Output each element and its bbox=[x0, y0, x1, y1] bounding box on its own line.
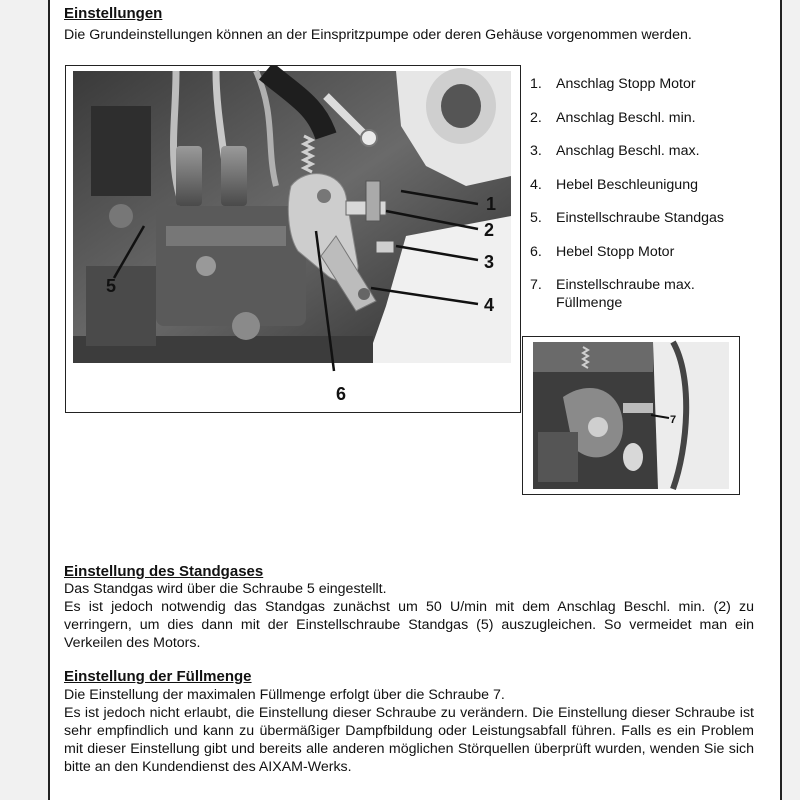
callout-6: 6 bbox=[336, 384, 347, 404]
document-page bbox=[50, 0, 780, 800]
fill-quantity-line1: Die Einstellung der maximalen Füllmenge erfolgt über die Schraube 7. bbox=[64, 687, 505, 703]
callout-4: 4 bbox=[484, 295, 495, 315]
detail-photo bbox=[522, 336, 740, 495]
callout-1: 1 bbox=[486, 194, 497, 214]
page-right-margin bbox=[780, 0, 800, 800]
idle-speed-line2: Es ist jedoch notwendig das Standgas zunächst um 50 U/min mit dem Anschlag Beschl. min. (2) zu verringern, um dies dann mit der Einstellschraube Standgas (5) auszugleichen. So vermeidet man ein Verkeilen des Motors. bbox=[64, 599, 754, 651]
legend-item: 2. Anschlag Beschl. min. bbox=[530, 109, 696, 126]
legend-item: 4. Hebel Beschleunigung bbox=[530, 176, 698, 193]
engine-photo-illustration bbox=[66, 66, 520, 412]
heading-settings: Einstellungen bbox=[64, 5, 163, 22]
legend-item: 3. Anschlag Beschl. max. bbox=[530, 143, 700, 159]
heading-fill-quantity: Einstellung der Füllmenge bbox=[64, 668, 252, 685]
parts-legend bbox=[530, 75, 770, 328]
callout-3: 3 bbox=[484, 252, 495, 272]
callout-2: 2 bbox=[484, 220, 495, 240]
callout-7: 7 bbox=[670, 414, 677, 426]
legend-item: 6. Hebel Stopp Motor bbox=[530, 243, 675, 260]
legend-item: 1. Anschlag Stopp Motor bbox=[530, 76, 696, 92]
detail-photo-illustration bbox=[523, 337, 739, 494]
heading-idle-speed: Einstellung des Standgases bbox=[64, 563, 264, 580]
legend-item: 7. Einstellschraube max. Füllmenge bbox=[530, 277, 695, 311]
fill-quantity-line2: Es ist jedoch nicht erlaubt, die Einstellung dieser Schraube zu verändern. Die Einstellung dieser Schraube ist sehr empfindlich und kann zu übermäßiger Dampfbildung oder Leistungsabfall führen. Falls es ein Problem mit dieser Einstellung gibt und bereits alle anderen möglichen Störquellen überprüft wurden, wenden Sie sich bitte an den Kundendienst des AIXAM-Werks. bbox=[64, 705, 754, 775]
engine-photo bbox=[65, 65, 521, 413]
intro-text: Die Grundeinstellungen können an der Einspritzpumpe oder deren Gehäuse vorgenommen werden. bbox=[64, 27, 692, 43]
callout-5: 5 bbox=[106, 276, 117, 296]
page-left-margin bbox=[0, 0, 50, 800]
legend-item: 5. Einstellschraube Standgas bbox=[530, 210, 724, 226]
idle-speed-line1: Das Standgas wird über die Schraube 5 eingestellt. bbox=[64, 581, 387, 597]
